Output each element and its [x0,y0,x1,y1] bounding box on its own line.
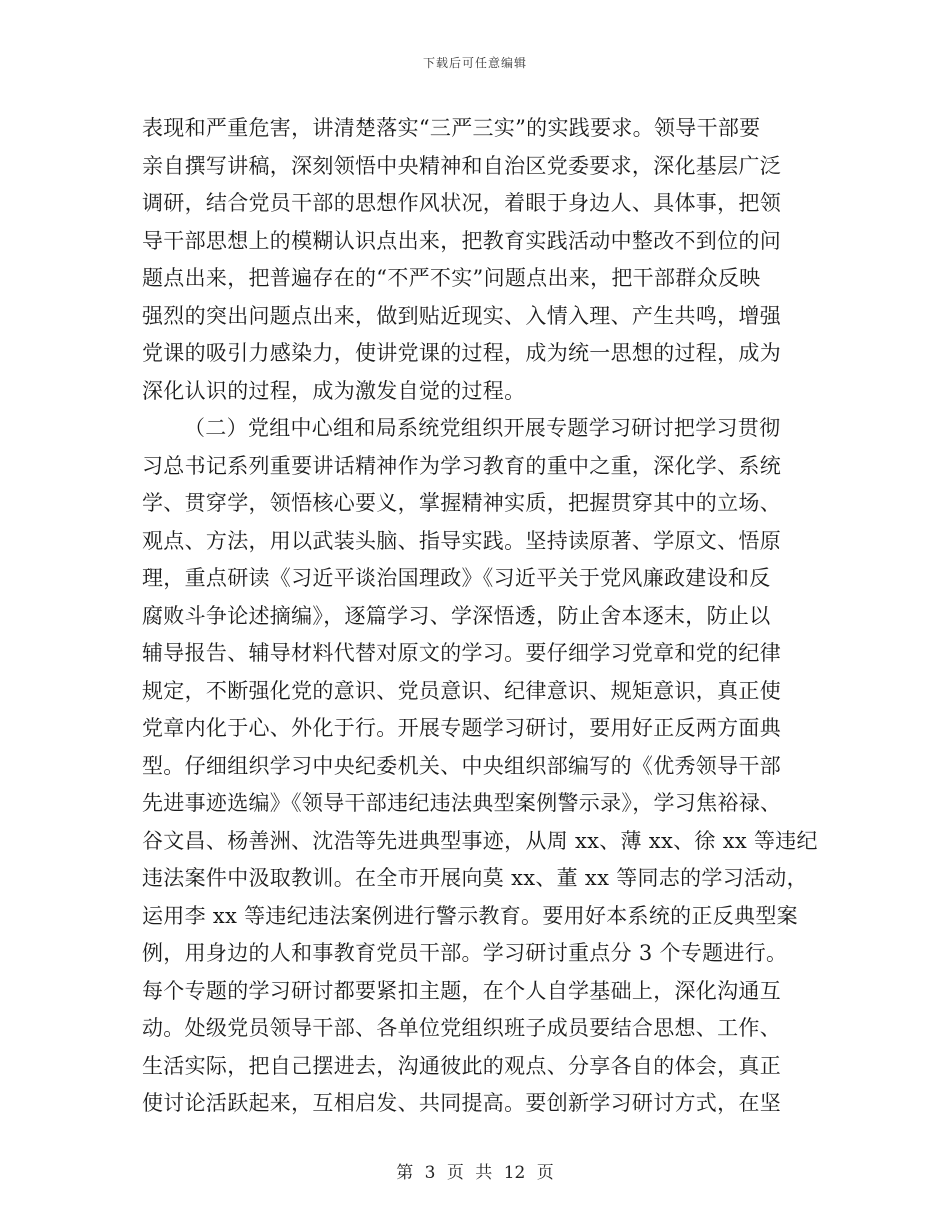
text-line: 表现和严重危害，讲清楚落实“三严三实”的实践要求。领导干部要 [142,116,761,140]
text-line: 党课的吸引力感染力，使讲党课的过程，成为统一思想的过程，成为 [142,341,781,365]
text-line: 深化认识的过程，成为激发自觉的过程。 [142,378,526,403]
text-line: 调研，结合党员干部的思想作风状况，着眼于身边人、具体事，把领 [142,191,781,215]
text-line: 导干部思想上的模糊认识点出来，把教育实践活动中整改不到位的问 [142,228,781,253]
page-footer: 第 3 页 共 12 页 [396,1163,554,1183]
text-line: 学、贯穿学，领悟核心要义，掌握精神实质，把握贯穿其中的立场、 [142,491,781,515]
text-line: 每个专题的学习研讨都要紧扣主题，在个人自学基础上，深化沟通互 [142,978,781,1003]
text-line: 先进事迹选编》《领导干部违纪违法典型案例警示录》，学习焦裕禄、 [142,791,782,815]
text-line: 题点出来，把普遍存在的“不严不实”问题点出来，把干部群众反映 [142,266,761,290]
text-line: 违法案件中汲取教训。在全市开展向莫 xx、董 xx 等同志的学习活动， [142,866,808,890]
text-line: 理，重点研读《习近平谈治国理政》《习近平关于党风廉政建设和反 [142,566,771,590]
section-heading-line: （二）党组中心组和局系统党组织开展专题学习研讨把学习贯彻 [184,416,781,440]
text-line: 党章内化于心、外化于行。开展专题学习研讨，要用好正反两方面典 [142,716,781,740]
text-line: 辅导报告、辅导材料代替对原文的学习。要仔细学习党章和党的纪律 [142,641,781,665]
text-line: 例，用身边的人和事教育党员干部。学习研讨重点分 3 个专题进行。 [142,941,788,965]
text-line: 腐败斗争论述摘编》，逐篇学习、学深悟透，防止舍本逐末，防止以 [142,603,771,628]
page-header: 下载后可任意编辑 [422,56,527,70]
text-line: 观点、方法，用以武装头脑、指导实践。坚持读原著、学原文、悟原 [142,528,781,553]
text-line: 亲自撰写讲稿，深刻领悟中央精神和自治区党委要求，深化基层广泛 [142,153,781,178]
text-line: 动。处级党员领导干部、各单位党组织班子成员要结合思想、工作、 [142,1016,781,1040]
text-line: 生活实际，把自己摆进去，沟通彼此的观点、分享各自的体会，真正 [142,1053,781,1078]
text-line: 运用李 xx 等违纪违法案例进行警示教育。要用好本系统的正反典型案 [142,903,798,928]
text-line: 谷文昌、杨善洲、沈浩等先进典型事迹，从周 xx、薄 xx、徐 xx 等违纪 [142,828,818,853]
text-line: 强烈的突出问题点出来，做到贴近现实、入情入理、产生共鸣，增强 [142,303,781,328]
text-line: 使讨论活跃起来，互相启发、共同提高。要创新学习研讨方式，在坚 [142,1091,781,1115]
text-line: 规定，不断强化党的意识、党员意识、纪律意识、规矩意识，真正使 [142,678,781,703]
text-line: 型。仔细组织学习中央纪委机关、中央组织部编写的《优秀领导干部 [142,753,781,778]
text-line: 习总书记系列重要讲话精神作为学习教育的重中之重，深化学、系统 [142,453,781,478]
document-body [142,110,818,1123]
